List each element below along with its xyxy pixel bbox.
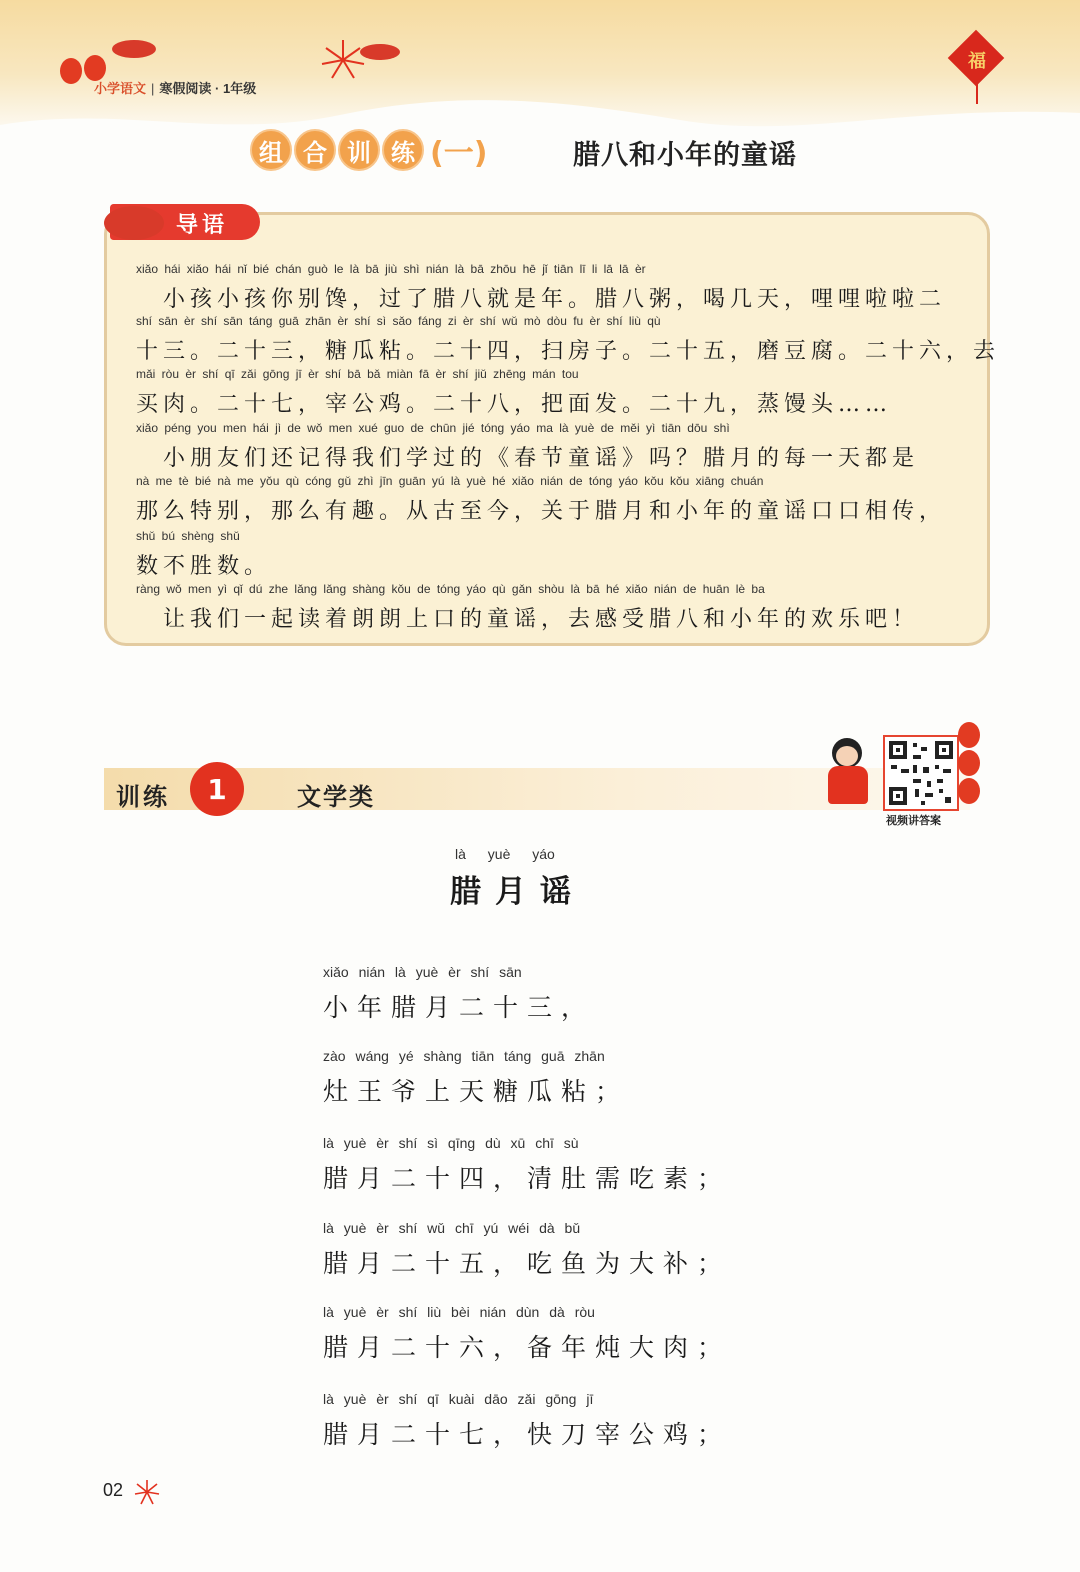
hanzi: 让我们一起读着朗朗上口的童谣，去感受腊八和小年的欢乐吧！	[136, 607, 920, 632]
pinyin: xiǎo péng you men hái jì de wǒ men xué guo de chūn jié tóng yáo ma là yuè de měi yì tiān dōu shì	[136, 421, 730, 435]
intro-line	[136, 367, 956, 418]
intro-line	[136, 582, 956, 633]
subject-separator: |	[151, 81, 155, 96]
cloud-decoration	[112, 40, 156, 58]
page-title: 腊八和小年的童谣	[573, 140, 797, 171]
intro-line	[136, 262, 956, 313]
series-char: 训	[338, 129, 380, 171]
pinyin: shǔ bú shèng shǔ	[136, 529, 240, 543]
girl-body	[828, 766, 868, 804]
girl-face	[836, 746, 858, 766]
hanzi: 灶王爷上天糖瓜粘；	[323, 1077, 630, 1106]
poem-line	[323, 1135, 731, 1195]
series-char: 组	[250, 129, 292, 171]
hanzi: 数不胜数。	[136, 554, 272, 579]
intro-line	[136, 474, 956, 525]
pinyin: nà me tè bié nà me yǒu qù cóng gǔ zhì jīn guān yú là yuè hé xiǎo nián de tóng yáo kǒu kǒu xiāng chuán	[136, 474, 764, 488]
training-label: 训练	[116, 783, 170, 811]
series-char: 练	[382, 129, 424, 171]
intro-tab-label: 导语	[176, 213, 229, 238]
qr-code-icon	[885, 737, 957, 809]
pinyin: zào wáng yé shàng tiān táng guā zhān	[323, 1048, 605, 1064]
intro-line	[136, 421, 956, 472]
poem-title-pinyin: là yuè yáo	[455, 846, 555, 862]
pinyin: là yuè èr shí qī kuài dāo zǎi gōng jī	[323, 1391, 594, 1407]
hanzi: 腊月二十七，快刀宰公鸡；	[323, 1420, 732, 1449]
training-number: 1	[190, 762, 244, 816]
lantern-icon	[958, 722, 980, 748]
qr-caption: 视频讲答案	[886, 814, 941, 827]
hanzi: 那么特别，那么有趣。从古至今，关于腊月和小年的童谣口口相传，	[136, 499, 947, 524]
pinyin: là yuè èr shí wǔ chī yú wéi dà bǔ	[323, 1220, 581, 1236]
training-category: 文学类	[297, 783, 375, 811]
hanzi: 小孩小孩你别馋，过了腊八就是年。腊八粥，喝几天，哩哩啦啦二	[136, 287, 947, 312]
fu-character: 福	[968, 51, 986, 72]
hanzi: 十三。二十三，糖瓜粘。二十四，扫房子。二十五，磨豆腐。二十六，去	[136, 339, 1001, 364]
poem-line	[323, 1391, 731, 1451]
book-subject	[94, 78, 256, 97]
subject-label: 小学语文	[94, 81, 147, 96]
hanzi: 买肉。二十七，宰公鸡。二十八，把面发。二十九，蒸馒头……	[136, 392, 893, 417]
poem-title: 腊月谣	[450, 874, 585, 910]
lantern-icon	[958, 778, 980, 804]
intro-line	[136, 529, 956, 580]
pinyin: mǎi ròu èr shí qī zǎi gōng jī èr shí bā bǎ miàn fā èr shí jiǔ zhēng mán tou	[136, 367, 579, 381]
pinyin: ràng wǒ men yì qǐ dú zhe lǎng lǎng shàng kǒu de tóng yáo qù gǎn shòu là bā hé xiǎo nián de huān lè ba	[136, 582, 765, 596]
cloud-decoration	[104, 206, 164, 240]
pinyin: xiǎo nián là yuè èr shí sān	[323, 964, 522, 980]
poem-line	[323, 1304, 731, 1364]
intro-line	[136, 314, 1001, 365]
hanzi: 腊月二十四，清肚需吃素；	[323, 1164, 732, 1193]
poem-line	[323, 964, 595, 1024]
book-label: 寒假阅读 · 1年级	[159, 81, 257, 96]
page-number: 02	[103, 1480, 124, 1500]
hanzi: 小朋友们还记得我们学过的《春节童谣》吗？腊月的每一天都是	[136, 446, 920, 471]
pinyin: xiǎo hái xiǎo hái nǐ bié chán guò le là bā jiù shì nián là bā zhōu hē jǐ tiān lī li lā lā èr	[136, 262, 646, 276]
lantern-icon	[958, 750, 980, 776]
qr-code[interactable]	[883, 735, 959, 811]
series-title	[250, 128, 487, 172]
poem-line	[323, 1048, 629, 1108]
series-number: (一)	[430, 136, 488, 171]
hanzi: 小年腊月二十三，	[323, 993, 596, 1022]
fu-tassel	[976, 80, 978, 104]
firework-icon	[133, 1478, 161, 1506]
pinyin: shí sān èr shí sān táng guā zhān èr shí sì sǎo fáng zi èr shí wǔ mò dòu fu èr shí liù qù	[136, 314, 661, 328]
hanzi: 腊月二十六，备年炖大肉；	[323, 1333, 732, 1362]
firework-icon	[318, 38, 368, 82]
pinyin: là yuè èr shí liù bèi nián dùn dà ròu	[323, 1304, 595, 1320]
poem-line	[323, 1220, 731, 1280]
lantern-icon	[60, 58, 82, 84]
pinyin: là yuè èr shí sì qīng dù xū chī sù	[323, 1135, 579, 1151]
series-char: 合	[294, 129, 336, 171]
hanzi: 腊月二十五，吃鱼为大补；	[323, 1249, 732, 1278]
